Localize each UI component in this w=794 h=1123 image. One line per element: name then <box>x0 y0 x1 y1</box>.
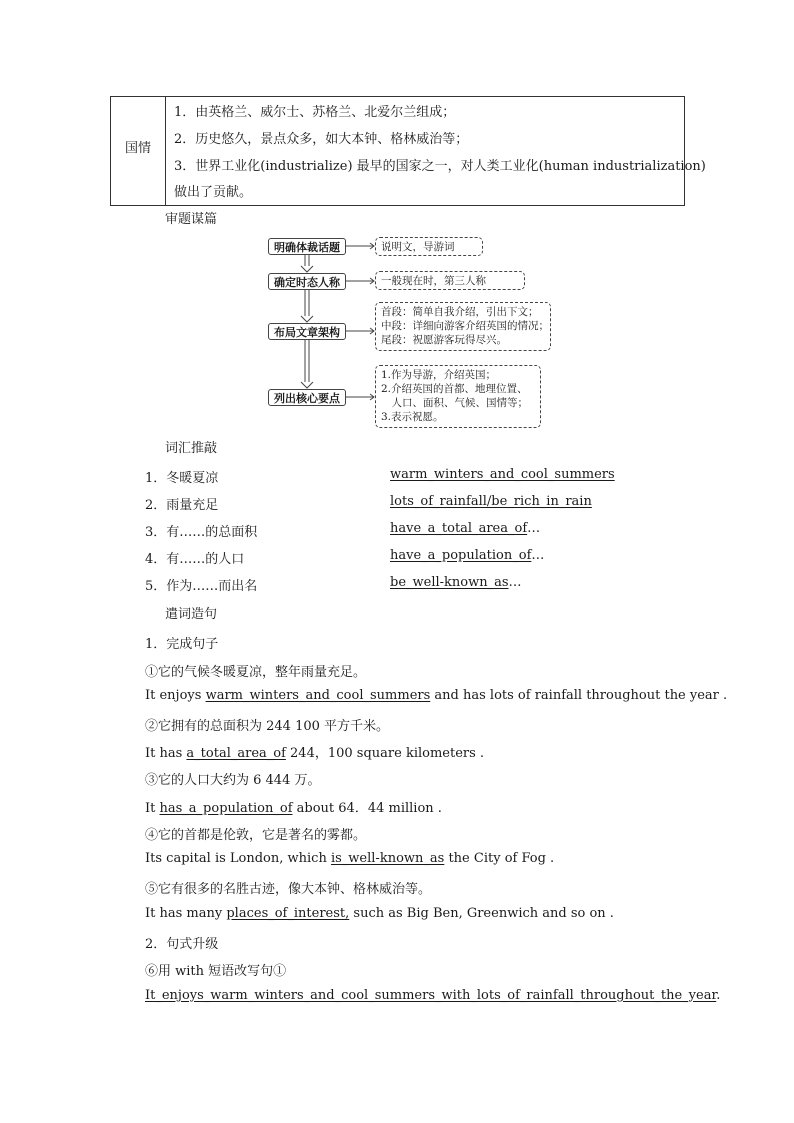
rewrite-end: . <box>716 988 721 1003</box>
table-line-2: 2．历史悠久，景点众多，如大本钟、格林威治等； <box>174 132 469 147</box>
vocab-cn-2: 2．雨量充足 <box>145 498 219 513</box>
sentence-cn-4: ④它的首都是伦敦，它是著名的雾都。 <box>145 828 367 843</box>
sentence-4-answer: is_well-known_as <box>330 851 445 866</box>
sentence-en-2 <box>145 742 484 761</box>
sentence-1-post: and has lots of rainfall throughout the year . <box>430 688 728 703</box>
sentence-cn-2: ②它拥有的总面积为 244 100 平方千米。 <box>145 719 390 734</box>
flow-note-2 <box>375 271 525 290</box>
flow-note-1 <box>375 237 483 256</box>
vocab-answer-5: be_well-known_as <box>390 575 509 590</box>
flow-step-2: 确定时态人称 <box>268 273 346 290</box>
sentence-2-answer: a_total_area_of <box>186 746 286 761</box>
vocab-en-2 <box>390 494 592 509</box>
h-arrow-2 <box>346 278 374 284</box>
h-arrow-4 <box>346 394 374 400</box>
sentence-2-post: 244，100 square kilometers . <box>285 746 485 761</box>
sentence-en-4 <box>145 851 554 866</box>
table-line-1: 1．由英格兰、威尔士、苏格兰、北爱尔兰组成； <box>174 105 456 120</box>
vocab-en-5 <box>390 575 522 590</box>
table-label: 国情 <box>124 141 151 156</box>
rewrite-answer-line <box>145 988 720 1003</box>
sentence-4-post: the City of Fog . <box>444 851 555 866</box>
rewrite-prompt: ⑥用 with 短语改写句① <box>145 964 287 979</box>
sentence-cn-3: ③它的人口大约为 6 444 万。 <box>145 773 321 788</box>
sentence-3-pre: It <box>145 801 160 816</box>
subsection-2: 2．句式升级 <box>145 937 219 952</box>
sentence-en-5 <box>145 906 614 921</box>
arrow-1-2 <box>301 255 313 272</box>
sentence-3-answer: has_a_population_of <box>159 801 293 816</box>
flow-note-4-line-3: 人口、面积、气候、国情等； <box>381 397 528 409</box>
subsection-1: 1．完成句子 <box>145 637 219 652</box>
flow-note-1-line: 说明文，导游词 <box>381 241 455 253</box>
flow-note-4 <box>375 365 541 428</box>
flow-step-1: 明确体裁话题 <box>268 238 346 255</box>
table-line-4: 做出了贡献。 <box>174 185 253 200</box>
vocab-answer-3: have_a_total_area_of <box>390 521 528 536</box>
rewrite-answer: It_enjoys_warm_winters_and_cool_summers_with_lots_of_rainfall_throughout_the_year <box>145 988 717 1003</box>
sentence-4-pre: Its capital is London, which <box>145 851 331 866</box>
flow-note-3-line-3: 尾段：祝愿游客玩得尽兴。 <box>381 334 507 346</box>
flow-note-3-line-1: 首段：简单自我介绍，引出下文； <box>381 306 539 318</box>
arrow-3-4 <box>301 340 313 388</box>
vocab-en-4 <box>390 548 544 563</box>
sentence-en-1 <box>145 688 727 703</box>
flow-note-3 <box>375 302 551 351</box>
flow-note-3-line-2: 中段：详细向游客介绍英国的情况； <box>381 320 549 332</box>
flow-step-4: 列出核心要点 <box>268 389 346 406</box>
flow-note-4-line-2: 2.介绍英国的首都、地理位置、 <box>381 383 528 395</box>
vocab-answer-4: have_a_population_of <box>390 548 532 563</box>
sentence-5-post: such as Big Ben, Greenwich and so on . <box>349 906 614 921</box>
vocab-cn-5: 5．作为……而出名 <box>145 579 258 594</box>
table-line-3: 3．世界工业化(industrialize) 最早的国家之一，对人类工业化(human industrialization) <box>174 159 706 174</box>
section-vocab-heading: 词汇推敲 <box>165 441 218 456</box>
section-sentence-heading: 遣词造句 <box>165 607 218 622</box>
flow-note-2-line: 一般现在时，第三人称 <box>381 275 486 287</box>
vocab-suffix-3: … <box>527 521 541 536</box>
vocab-answer-2: lots_of_rainfall/be_rich_in_rain <box>390 494 592 509</box>
h-arrow-1 <box>346 243 374 249</box>
flow-note-4-line-1: 1.作为导游，介绍英国； <box>381 369 497 381</box>
vocab-cn-1: 1．冬暖夏凉 <box>145 471 219 486</box>
sentence-3-post: about 64．44 million . <box>292 801 442 816</box>
sentence-cn-1: ①它的气候冬暖夏凉，整年雨量充足。 <box>145 665 367 680</box>
vocab-en-3 <box>390 521 540 536</box>
section-review-heading: 审题谋篇 <box>165 212 218 227</box>
vocab-suffix-5: … <box>508 575 522 590</box>
arrow-2-3 <box>301 290 313 322</box>
sentence-cn-5: ⑤它有很多的名胜古迹，像大本钟、格林威治等。 <box>145 882 432 897</box>
sentence-1-pre: It enjoys <box>145 688 206 703</box>
h-arrow-3 <box>346 328 374 334</box>
sentence-2-pre: It has <box>145 746 187 761</box>
sentence-5-answer: places_of_interest, <box>226 906 350 921</box>
vocab-en-1 <box>390 467 615 482</box>
vocab-cn-3: 3．有……的总面积 <box>145 525 258 540</box>
sentence-en-3 <box>145 797 442 816</box>
vocab-suffix-4: … <box>531 548 545 563</box>
vocab-answer-1: warm_winters_and_cool_summers <box>390 467 615 482</box>
flow-step-3: 布局文章架构 <box>268 323 346 340</box>
flow-note-4-line-4: 3.表示祝愿。 <box>381 411 444 423</box>
sentence-1-answer: warm_winters_and_cool_summers <box>205 688 431 703</box>
sentence-5-pre: It has many <box>145 906 227 921</box>
vocab-cn-4: 4．有……的人口 <box>145 552 245 567</box>
